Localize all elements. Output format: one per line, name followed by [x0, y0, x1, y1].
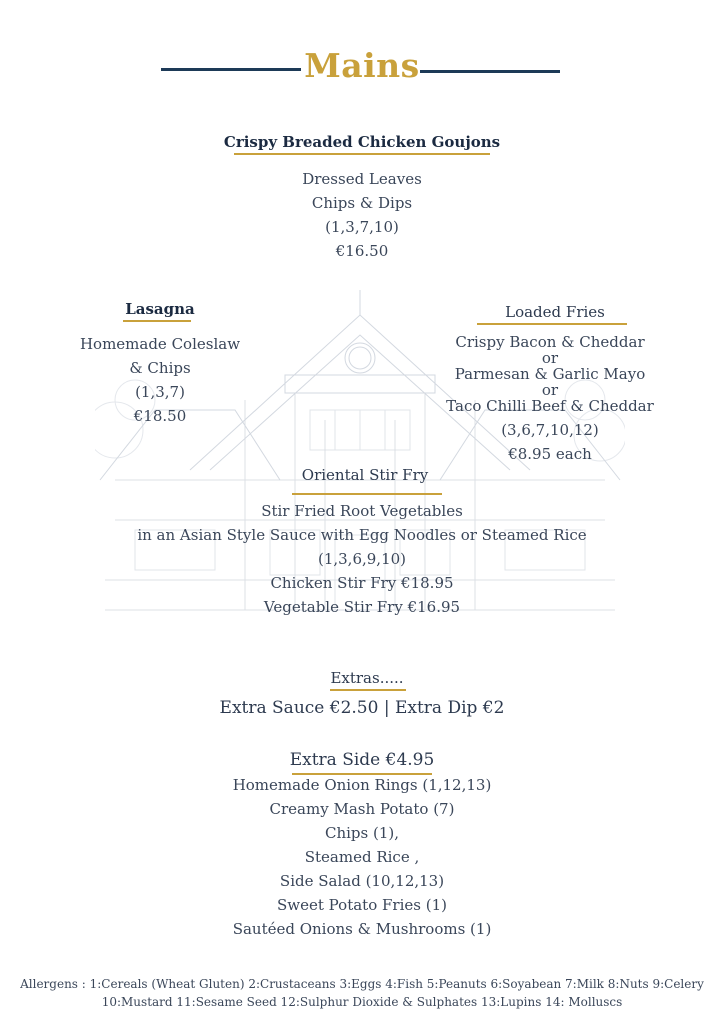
stir-fry-chicken-price: Chicken Stir Fry €18.95 — [270, 574, 454, 592]
loaded-fries-option-3: Taco Chilli Beef & Cheddar — [446, 397, 654, 415]
title-rule-right — [420, 70, 560, 73]
loaded-fries-title: Loaded Fries — [505, 303, 605, 321]
extras-sauce-dip: Extra Sauce €2.50 | Extra Dip €2 — [219, 698, 505, 718]
allergens-line-1: Allergens : 1:Cereals (Wheat Gluten) 2:Crustaceans 3:Eggs 4:Fish 5:Peanuts 6:Soyabean 7:Milk 8:Nuts 9:Celery — [20, 977, 704, 991]
lasagna-line-1: Homemade Coleslaw — [79, 335, 241, 353]
extras-underline — [330, 689, 406, 691]
extra-side-item-4: Steamed Rice , — [304, 848, 420, 866]
stir-fry-line-2: in an Asian Style Sauce with Egg Noodles or Steamed Rice — [137, 526, 587, 544]
goujons-price: €16.50 — [335, 242, 389, 260]
loaded-fries-or-1: or — [541, 349, 559, 367]
loaded-fries-price: €8.95 each — [508, 445, 592, 463]
lasagna-title: Lasagna — [125, 300, 195, 318]
extra-side-title: Extra Side €4.95 — [289, 750, 435, 770]
loaded-fries-option-2: Parmesan & Garlic Mayo — [454, 365, 646, 383]
loaded-fries-underline — [477, 323, 627, 325]
lasagna-price: €18.50 — [133, 407, 187, 425]
allergens-line-2: 10:Mustard 11:Sesame Seed 12:Sulphur Dioxide & Sulphates 13:Lupins 14: Molluscs — [101, 995, 623, 1009]
goujons-line-2: Chips & Dips — [311, 194, 413, 212]
extra-side-item-7: Sautéed Onions & Mushrooms (1) — [232, 920, 492, 938]
goujons-line-1: Dressed Leaves — [302, 170, 422, 188]
stir-fry-vegetable-price: Vegetable Stir Fry €16.95 — [263, 598, 461, 616]
loaded-fries-option-1: Crispy Bacon & Cheddar — [455, 333, 645, 351]
goujons-allergens: (1,3,7,10) — [325, 218, 399, 236]
lasagna-allergens: (1,3,7) — [135, 383, 185, 401]
lasagna-underline — [123, 320, 191, 322]
loaded-fries-allergens: (3,6,7,10,12) — [501, 421, 599, 439]
extra-side-item-5: Side Salad (10,12,13) — [279, 872, 445, 890]
extra-side-item-1: Homemade Onion Rings (1,12,13) — [232, 776, 492, 794]
extras-title: Extras..... — [330, 669, 404, 687]
goujons-title: Crispy Breaded Chicken Goujons — [223, 133, 501, 151]
stir-fry-line-1: Stir Fried Root Vegetables — [261, 502, 463, 520]
stir-fry-underline — [292, 493, 442, 495]
loaded-fries-or-2: or — [541, 381, 559, 399]
extra-side-item-2: Creamy Mash Potato (7) — [269, 800, 455, 818]
stir-fry-title: Oriental Stir Fry — [301, 466, 429, 484]
extra-side-item-3: Chips (1), — [324, 824, 400, 842]
page-title: Mains — [304, 46, 420, 85]
goujons-underline — [234, 153, 490, 155]
lasagna-line-2: & Chips — [129, 359, 191, 377]
stir-fry-allergens: (1,3,6,9,10) — [317, 550, 407, 568]
extra-side-item-6: Sweet Potato Fries (1) — [277, 896, 447, 914]
